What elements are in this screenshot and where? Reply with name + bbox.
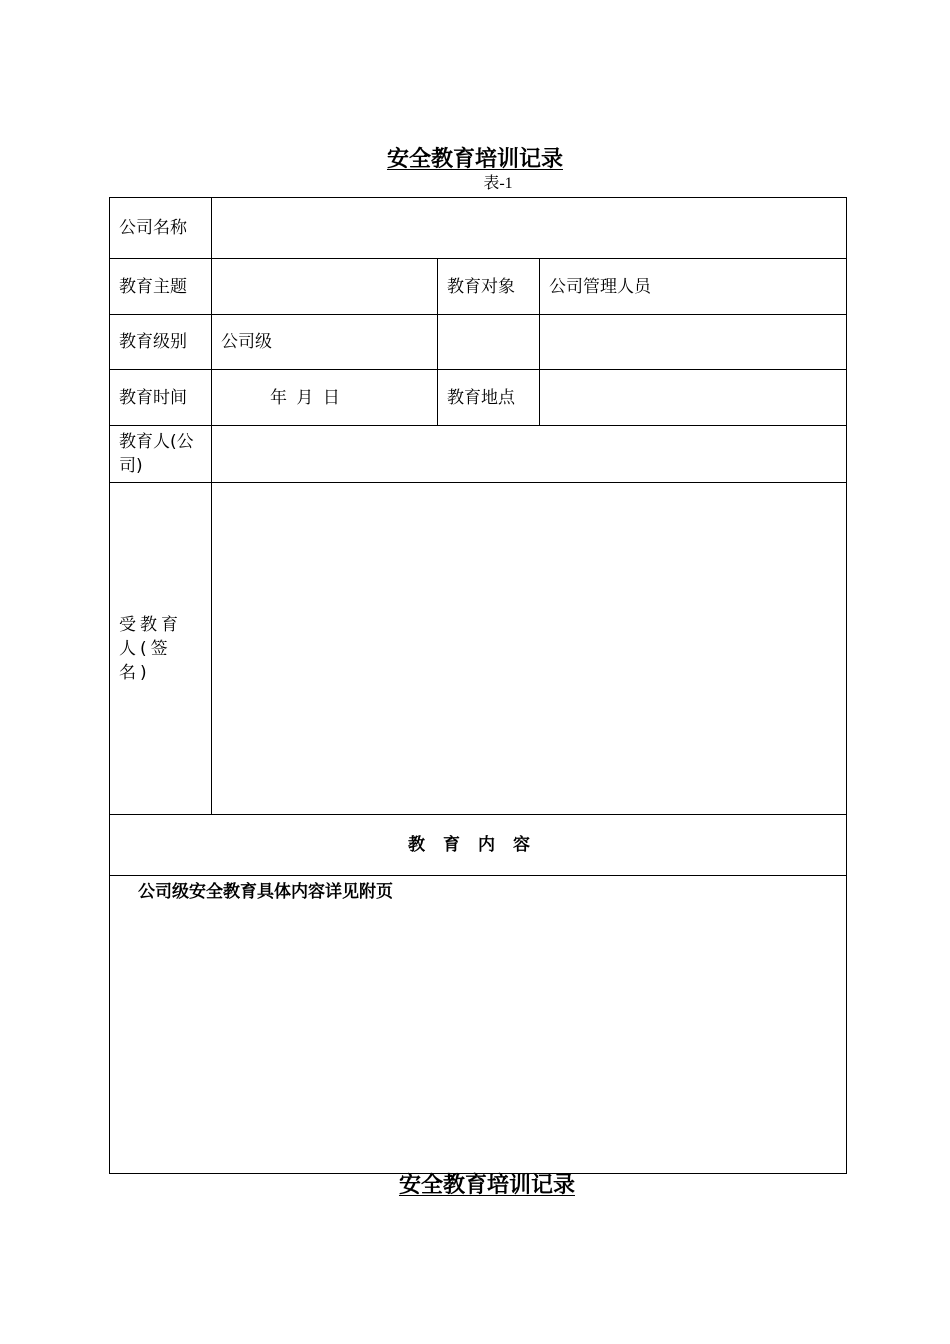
empty-label-cell: [438, 315, 540, 370]
audience-label: 教育对象: [438, 259, 540, 315]
audience-field[interactable]: 公司管理人员: [540, 259, 847, 315]
year-label: 年: [270, 387, 287, 408]
level-label: 教育级别: [110, 315, 212, 370]
location-field[interactable]: [540, 370, 847, 426]
time-field[interactable]: [212, 370, 438, 426]
trainees-signature-field[interactable]: [212, 483, 847, 815]
location-label: 教育地点: [438, 370, 540, 426]
next-page-title: [12, 1172, 950, 1200]
trainees-label: 受教育人(签名): [110, 483, 212, 815]
company-name-label: 公司名称: [110, 198, 212, 259]
form-number: 表-1: [483, 175, 513, 192]
level-field[interactable]: 公司级: [212, 315, 438, 370]
topic-field[interactable]: [212, 259, 438, 315]
time-label: 教育时间: [110, 370, 212, 426]
content-heading: 教育内容: [110, 815, 847, 876]
company-name-field[interactable]: [212, 198, 847, 259]
page-title-text: 安全教育培训记录: [386, 147, 563, 172]
educator-label: 教育人(公司): [110, 426, 212, 483]
empty-value-cell[interactable]: [540, 315, 847, 370]
next-page-title-text: 安全教育培训记录: [398, 1173, 575, 1198]
day-label: 日: [322, 387, 340, 408]
training-record-form: [109, 197, 847, 1174]
month-label: 月: [296, 387, 314, 408]
content-body[interactable]: 公司级安全教育具体内容详见附页: [110, 876, 847, 1174]
topic-label: 教育主题: [110, 259, 212, 315]
educator-field[interactable]: [212, 426, 847, 483]
page-title: [0, 146, 950, 174]
